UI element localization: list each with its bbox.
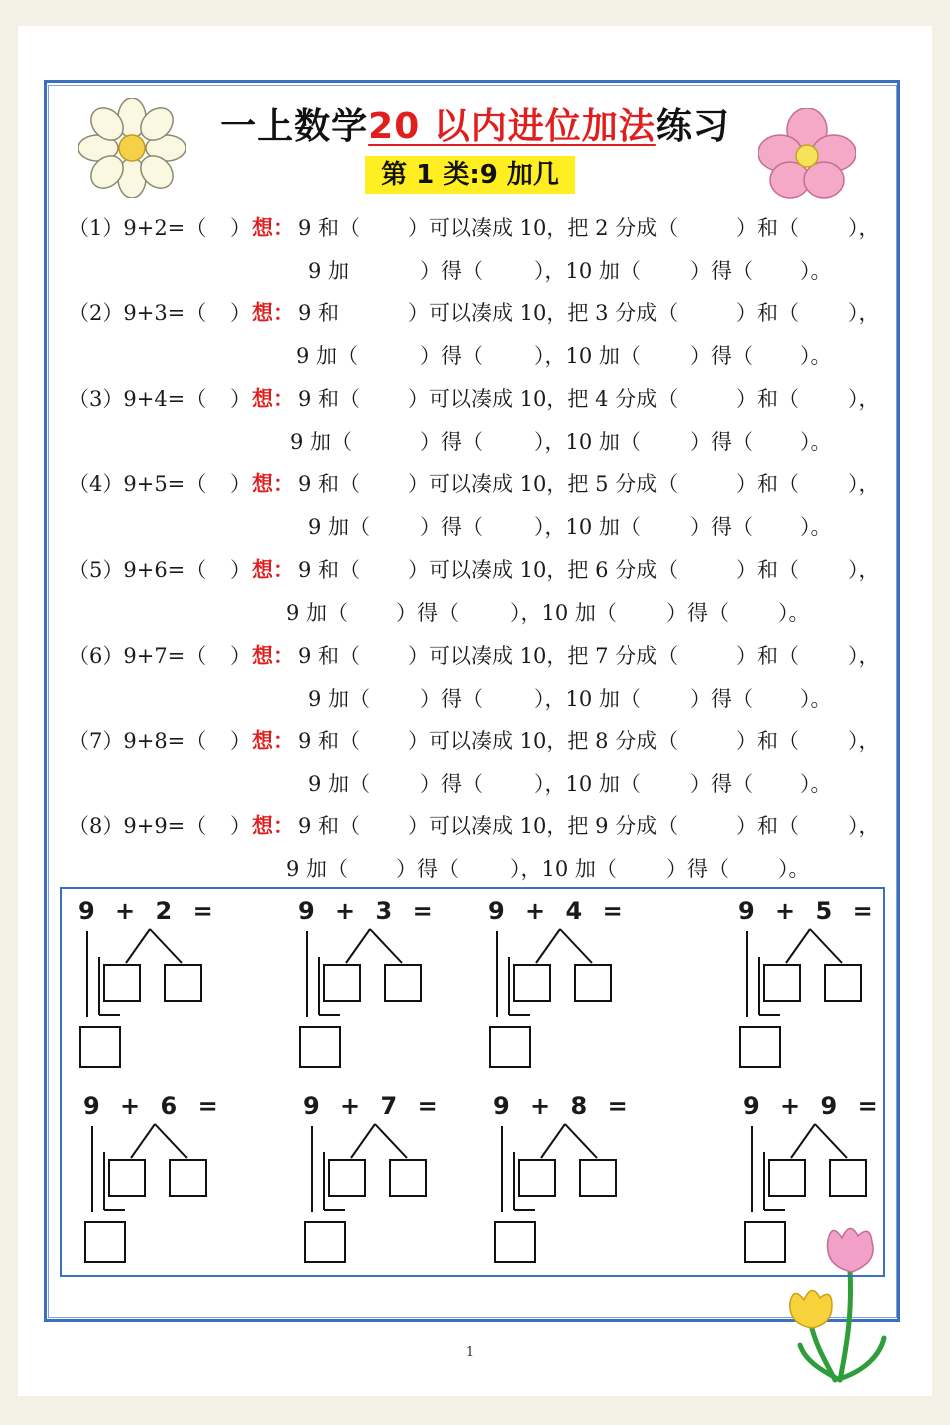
fill-in-text: ）得（	[690, 259, 753, 283]
fill-in-text: ），10 加（	[534, 515, 641, 539]
equation-text: 9 + 9 =	[743, 1092, 884, 1120]
fill-in-text: ）得（	[420, 515, 483, 539]
think-label: 想：	[252, 471, 294, 496]
fill-in-text: ），10 加（	[534, 430, 641, 454]
decomposition-diagram	[290, 897, 450, 1087]
answer-box[interactable]	[305, 1222, 345, 1262]
think-label: 想：	[252, 300, 294, 325]
decomposition-diagram	[480, 897, 640, 1087]
and-text-2: ）和（	[736, 301, 799, 325]
problem-row-line-2	[0, 854, 950, 884]
problem-row	[0, 469, 950, 499]
fill-in-text: 9 加（	[286, 857, 349, 881]
and-text: 9 和（	[298, 644, 361, 668]
problem-row	[0, 213, 950, 243]
answer-box[interactable]	[825, 965, 861, 1001]
category-subtitle: 第 1 类:9 加几	[365, 156, 575, 194]
answer-box[interactable]	[390, 1160, 426, 1196]
end-text: ），	[848, 558, 880, 582]
fill-in-text: 9 加（	[286, 601, 349, 625]
fill-in-text: ）。	[800, 259, 832, 283]
and-text-2: ）和（	[736, 216, 799, 240]
fill-in-text: ）得（	[420, 259, 483, 283]
and-text: 9 和（	[298, 814, 361, 838]
equation-text: 9 + 8 =	[493, 1092, 634, 1120]
fill-in-text: ）得（	[420, 772, 483, 796]
think-label: 想：	[252, 643, 294, 668]
paren-close: ）	[230, 216, 251, 240]
fill-in-text: ），10 加（	[534, 259, 641, 283]
answer-box[interactable]	[580, 1160, 616, 1196]
mid-text: ）可以凑成 10，把 2 分成（	[408, 216, 679, 240]
problem-row-line-2	[0, 512, 950, 542]
equation-text: 9 + 2 =	[78, 897, 219, 925]
and-text-2: ）和（	[736, 729, 799, 753]
end-text: ），	[848, 387, 880, 411]
fill-in-text: ）得（	[666, 601, 729, 625]
problem-number: （6）9+7=（	[68, 644, 207, 668]
equation-block	[295, 1092, 455, 1282]
fill-in-text: ），10 加（	[510, 601, 617, 625]
equation-text: 9 + 7 =	[303, 1092, 444, 1120]
answer-box[interactable]	[490, 1027, 530, 1067]
equation-text: 9 + 3 =	[298, 897, 439, 925]
and-text: 9 和（	[298, 729, 361, 753]
answer-box[interactable]	[165, 965, 201, 1001]
fill-in-text: ）。	[800, 430, 832, 454]
problem-row	[0, 384, 950, 414]
problem-row	[0, 555, 950, 585]
problem-row-line-2	[0, 427, 950, 457]
and-text-2: ）和（	[736, 387, 799, 411]
paren-close: ）	[230, 729, 251, 753]
mid-text: ）可以凑成 10，把 7 分成（	[408, 644, 679, 668]
title-part-3: 练习	[655, 106, 730, 147]
title-part-2: 20 以内进位加法	[368, 106, 656, 147]
answer-box[interactable]	[324, 965, 360, 1001]
mid-text: ）可以凑成 10，把 9 分成（	[408, 814, 679, 838]
and-text: 9 和（	[298, 558, 361, 582]
decomposition-diagram	[295, 1092, 455, 1282]
decomposition-diagram	[70, 897, 230, 1087]
decomposition-diagram	[75, 1092, 235, 1282]
answer-box[interactable]	[109, 1160, 145, 1196]
problem-row-line-2	[0, 769, 950, 799]
paren-close: ）	[230, 558, 251, 582]
paren-close: ）	[230, 472, 251, 496]
and-text-2: ）和（	[736, 814, 799, 838]
answer-box[interactable]	[519, 1160, 555, 1196]
answer-box[interactable]	[745, 1222, 785, 1262]
answer-box[interactable]	[575, 965, 611, 1001]
fill-in-text: ）得（	[690, 344, 753, 368]
end-text: ），	[848, 301, 880, 325]
think-label: 想：	[252, 557, 294, 582]
fill-in-text: ）。	[778, 857, 810, 881]
mid-text: ）可以凑成 10，把 4 分成（	[408, 387, 679, 411]
problem-number: （5）9+6=（	[68, 558, 207, 582]
title-part-1: 一上数学	[220, 106, 369, 147]
fill-in-text: ）得（	[690, 515, 753, 539]
answer-box[interactable]	[85, 1222, 125, 1262]
fill-in-text: ），10 加（	[510, 857, 617, 881]
fill-in-text: ）得（	[420, 687, 483, 711]
fill-in-text: ），10 加（	[534, 344, 641, 368]
think-label: 想：	[252, 386, 294, 411]
think-label: 想：	[252, 215, 294, 240]
think-label: 想：	[252, 728, 294, 753]
fill-in-text: ）得（	[396, 601, 459, 625]
fill-in-text: ）得（	[420, 344, 483, 368]
and-text: 9 和	[298, 301, 340, 325]
decomposition-diagram	[485, 1092, 645, 1282]
fill-in-text: 9 加	[308, 259, 350, 283]
mid-text: ）可以凑成 10，把 8 分成（	[408, 729, 679, 753]
fill-in-text: 9 加（	[308, 515, 371, 539]
equation-text: 9 + 5 =	[738, 897, 879, 925]
fill-in-text: ）得（	[690, 430, 753, 454]
fill-in-text: ）得（	[690, 687, 753, 711]
mid-text: ）可以凑成 10，把 6 分成（	[408, 558, 679, 582]
problem-row-line-2	[0, 341, 950, 371]
fill-in-text: ）。	[800, 687, 832, 711]
answer-box[interactable]	[385, 965, 421, 1001]
fill-in-text: ）得（	[690, 772, 753, 796]
problem-row-line-2	[0, 256, 950, 286]
mid-text: ）可以凑成 10，把 3 分成（	[408, 301, 679, 325]
equation-block	[480, 897, 640, 1087]
and-text-2: ）和（	[736, 558, 799, 582]
problem-row	[0, 298, 950, 328]
end-text: ），	[848, 814, 880, 838]
and-text: 9 和（	[298, 216, 361, 240]
fill-in-text: ）。	[800, 515, 832, 539]
think-label: 想：	[252, 813, 294, 838]
decomposition-diagram	[730, 897, 890, 1087]
paren-close: ）	[230, 387, 251, 411]
fill-in-text: 9 加（	[308, 687, 371, 711]
paren-close: ）	[230, 814, 251, 838]
equation-block	[735, 1092, 895, 1282]
problem-row	[0, 811, 950, 841]
answer-box[interactable]	[764, 965, 800, 1001]
and-text: 9 和（	[298, 387, 361, 411]
and-text-2: ）和（	[736, 644, 799, 668]
fill-in-text: ）。	[778, 601, 810, 625]
and-text-2: ）和（	[736, 472, 799, 496]
end-text: ），	[848, 216, 880, 240]
equation-block	[485, 1092, 645, 1282]
answer-box[interactable]	[170, 1160, 206, 1196]
equation-block	[290, 897, 450, 1087]
paren-close: ）	[230, 301, 251, 325]
answer-box[interactable]	[740, 1027, 780, 1067]
fill-in-text: ）。	[800, 772, 832, 796]
end-text: ），	[848, 644, 880, 668]
fill-in-text: 9 加（	[308, 772, 371, 796]
fill-in-text: ）得（	[396, 857, 459, 881]
problem-number: （8）9+9=（	[68, 814, 207, 838]
fill-in-text: ），10 加（	[534, 687, 641, 711]
answer-box[interactable]	[80, 1027, 120, 1067]
problem-number: （3）9+4=（	[68, 387, 207, 411]
fill-in-text: 9 加（	[296, 344, 359, 368]
equation-block	[70, 897, 230, 1087]
decomposition-diagram	[735, 1092, 895, 1282]
answer-box[interactable]	[769, 1160, 805, 1196]
end-text: ），	[848, 729, 880, 753]
answer-box[interactable]	[514, 965, 550, 1001]
problem-row-line-2	[0, 684, 950, 714]
equation-text: 9 + 6 =	[83, 1092, 224, 1120]
end-text: ），	[848, 472, 880, 496]
problem-row	[0, 641, 950, 671]
answer-box[interactable]	[495, 1222, 535, 1262]
paren-close: ）	[230, 644, 251, 668]
fill-in-text: ）得（	[666, 857, 729, 881]
fill-in-text: ）。	[800, 344, 832, 368]
equation-block	[730, 897, 890, 1087]
fill-in-text: ），10 加（	[534, 772, 641, 796]
answer-box[interactable]	[104, 965, 140, 1001]
fill-in-text: ）得（	[420, 430, 483, 454]
answer-box[interactable]	[830, 1160, 866, 1196]
problem-row	[0, 726, 950, 756]
mid-text: ）可以凑成 10，把 5 分成（	[408, 472, 679, 496]
and-text: 9 和（	[298, 472, 361, 496]
answer-box[interactable]	[329, 1160, 365, 1196]
fill-in-text: 9 加（	[290, 430, 353, 454]
equation-text: 9 + 4 =	[488, 897, 629, 925]
answer-box[interactable]	[300, 1027, 340, 1067]
problem-number: （2）9+3=（	[68, 301, 207, 325]
problem-number: （4）9+5=（	[68, 472, 207, 496]
page-title	[0, 98, 950, 149]
problem-row-line-2	[0, 598, 950, 628]
page-number: 1	[465, 1345, 475, 1360]
problem-number: （7）9+8=（	[68, 729, 207, 753]
problem-number: （1）9+2=（	[68, 216, 207, 240]
equation-block	[75, 1092, 235, 1282]
